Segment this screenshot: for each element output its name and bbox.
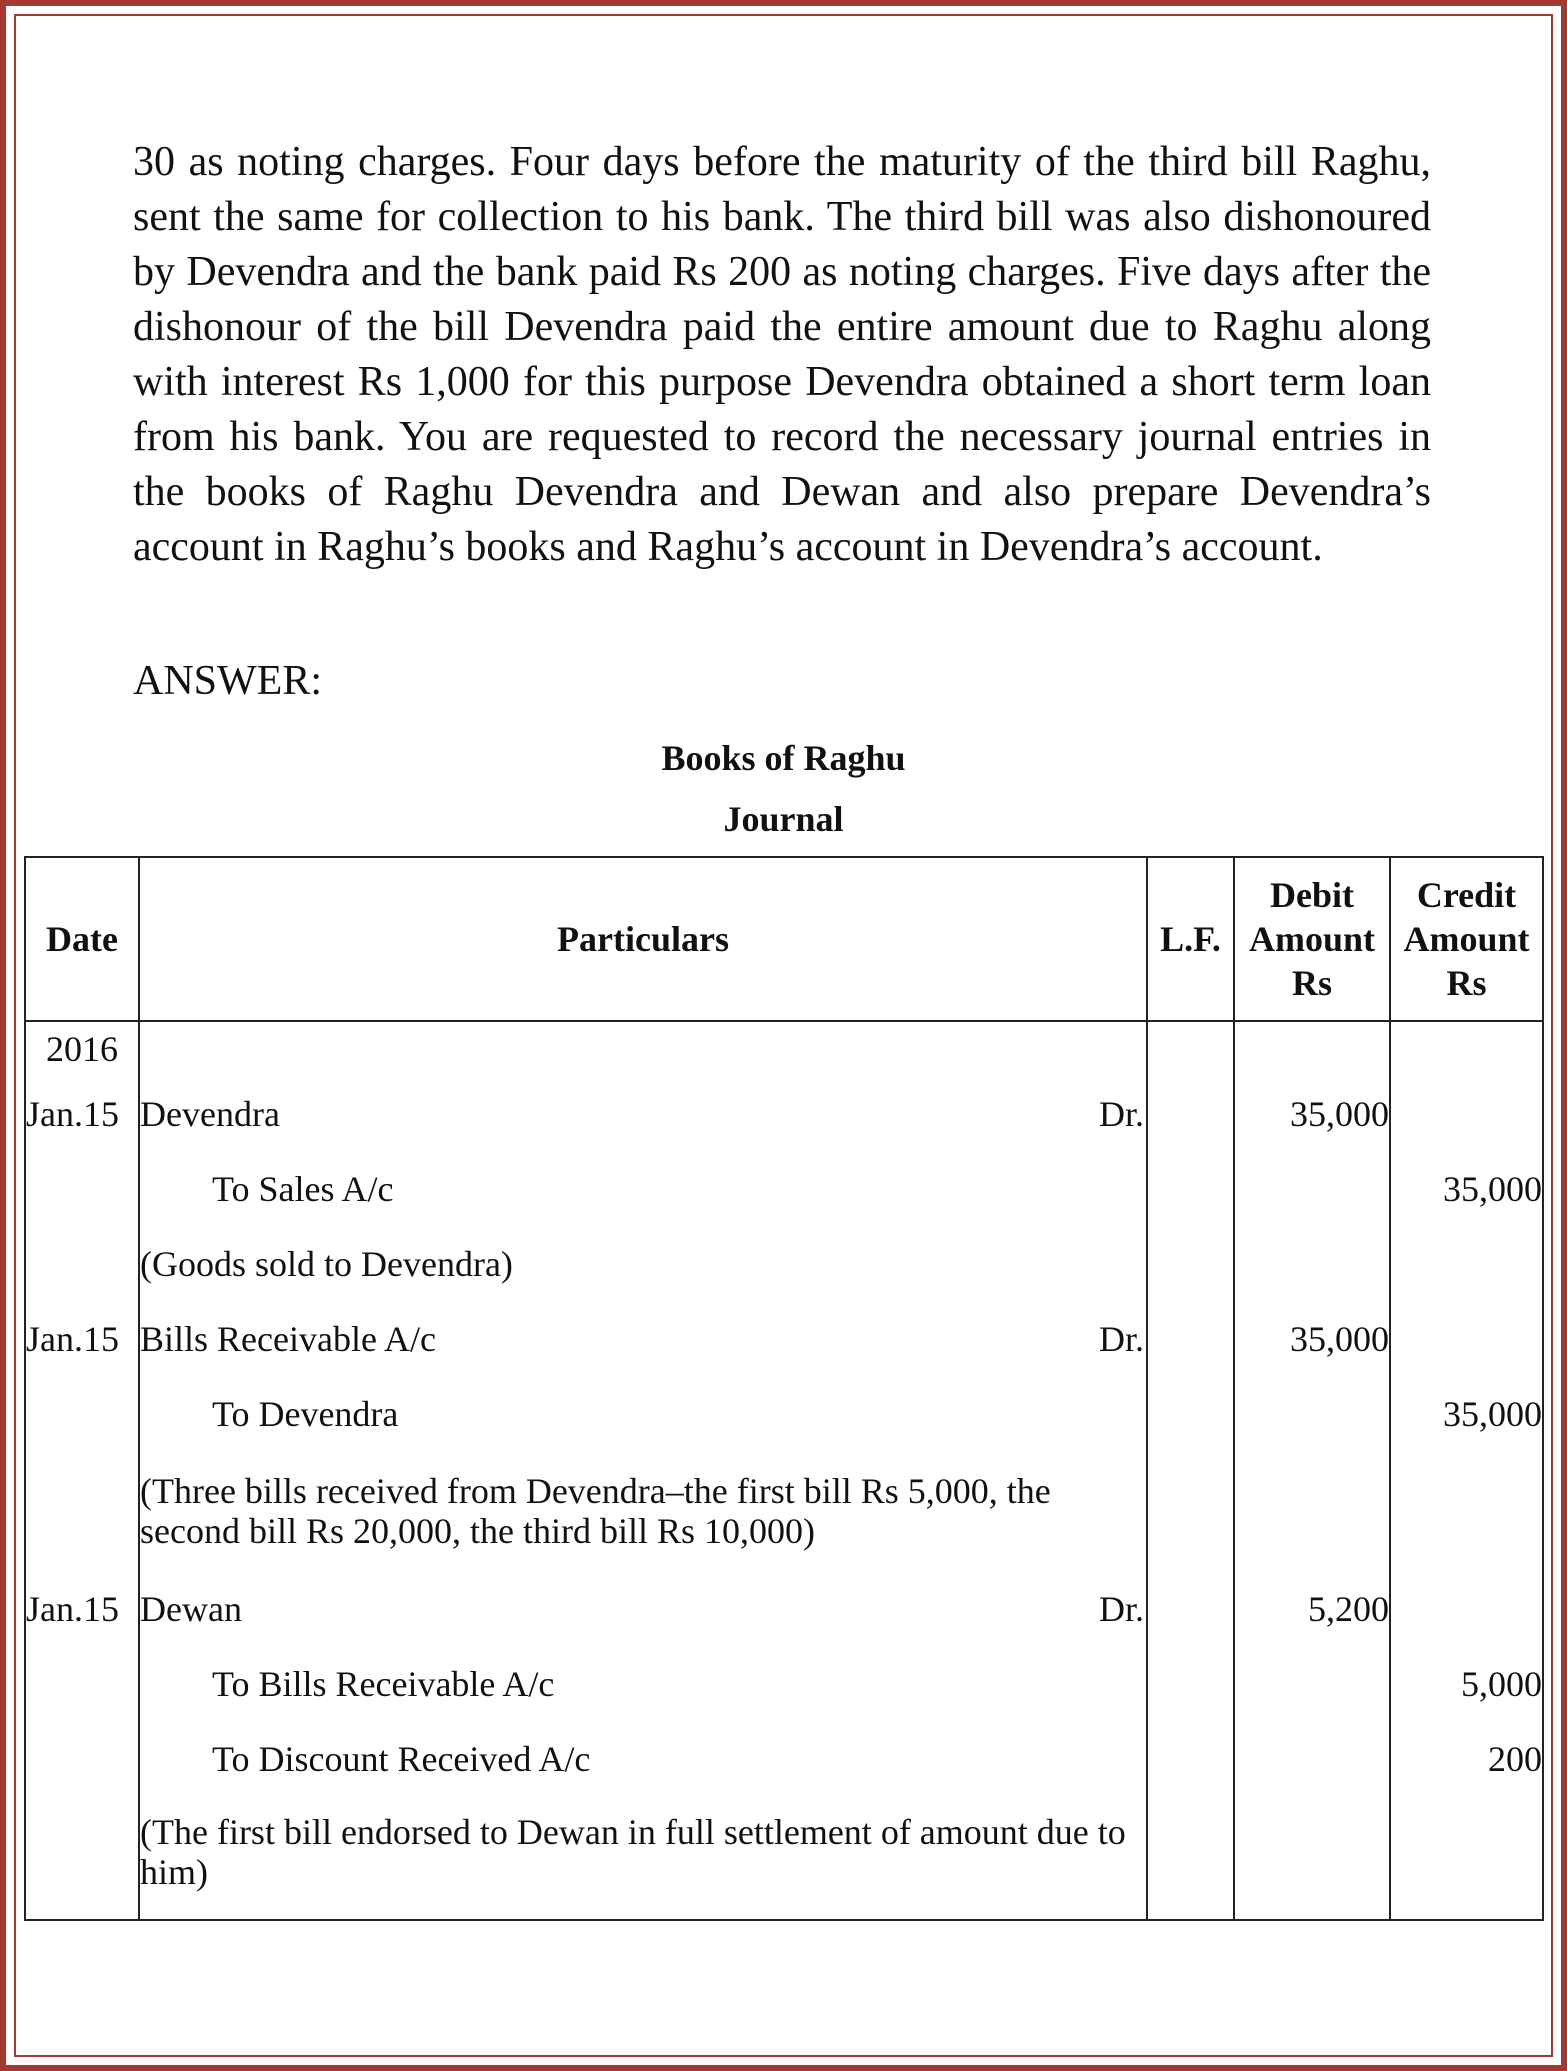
debit-account-name: Dewan [140, 1588, 242, 1629]
table-row [25, 1301, 1543, 1376]
header-debit-line1: Debit [1270, 875, 1354, 915]
table-row [25, 1376, 1543, 1451]
header-particulars: Particulars [139, 857, 1147, 1021]
header-credit-amount [1390, 857, 1543, 1021]
entry-date: Jan.15 [25, 1076, 139, 1151]
header-debit-amount [1234, 857, 1390, 1021]
header-credit-line2: Amount [1403, 919, 1530, 959]
header-debit-line3: Rs [1291, 963, 1332, 1003]
table-row [25, 1646, 1543, 1721]
table-row [25, 1076, 1543, 1151]
header-lf: L.F. [1147, 857, 1234, 1021]
narration: (Goods sold to Devendra) [139, 1226, 1147, 1301]
narration: (Three bills received from Devendra–the first bill Rs 5,000, the second bill Rs 20,000, the third bill Rs 10,000) [139, 1451, 1147, 1571]
credit-account: To Devendra [139, 1376, 1147, 1451]
narration: (The first bill endorsed to Dewan in full settlement of amount due to him) [139, 1796, 1147, 1920]
answer-label: ANSWER: [133, 658, 322, 704]
debit-account [139, 1571, 1147, 1646]
table-row [25, 1721, 1543, 1796]
table-row [25, 1226, 1543, 1301]
dr-marker: Dr. [1099, 1318, 1144, 1359]
table-row [25, 1151, 1543, 1226]
credit-account: To Discount Received A/c [139, 1721, 1147, 1796]
entry-date: Jan.15 [25, 1301, 139, 1376]
journal-header-row [25, 857, 1543, 1021]
year-cell: 2016 [25, 1021, 139, 1076]
debit-account-name: Bills Receivable A/c [140, 1318, 436, 1359]
year-row [25, 1021, 1543, 1076]
table-row [25, 1451, 1543, 1571]
journal-title: Journal [723, 799, 844, 839]
debit-amount: 5,200 [1234, 1571, 1390, 1646]
entry-date: Jan.15 [25, 1571, 139, 1646]
book-title: Books of Raghu [661, 738, 906, 778]
credit-amount: 200 [1390, 1721, 1543, 1796]
debit-amount: 35,000 [1234, 1076, 1390, 1151]
debit-amount: 35,000 [1234, 1301, 1390, 1376]
debit-account [139, 1076, 1147, 1151]
credit-amount: 5,000 [1390, 1646, 1543, 1721]
journal-table [24, 856, 1544, 1921]
dr-marker: Dr. [1099, 1093, 1144, 1134]
credit-amount: 35,000 [1390, 1376, 1543, 1451]
header-debit-line2: Amount [1248, 919, 1376, 959]
header-date: Date [25, 857, 139, 1021]
header-credit-line1: Credit [1416, 875, 1517, 915]
table-row [25, 1571, 1543, 1646]
dr-marker: Dr. [1099, 1588, 1144, 1629]
credit-amount: 35,000 [1390, 1151, 1543, 1226]
debit-account [139, 1301, 1147, 1376]
credit-account: To Sales A/c [139, 1151, 1147, 1226]
debit-account-name: Devendra [140, 1093, 280, 1134]
credit-account: To Bills Receivable A/c [139, 1646, 1147, 1721]
table-row [25, 1796, 1543, 1920]
header-credit-line3: Rs [1446, 963, 1487, 1003]
question-paragraph: 30 as noting charges. Four days before the maturity of the third bill Raghu, sent the same for collection to his bank. The third bill was also dishonoured by Devendra and the bank paid Rs 200 as noting charges. Five days after the dishonour of the bill Devendra paid the entire amount due to Raghu along with interest Rs 1,000 for this purpose Devendra obtained a short term loan from his bank. You are requested to record the necessary journal entries in the books of Raghu Devendra and Dewan and also prepare Devendra’s account in Raghu’s books and Raghu’s account in Devendra’s account. [133, 139, 1431, 570]
